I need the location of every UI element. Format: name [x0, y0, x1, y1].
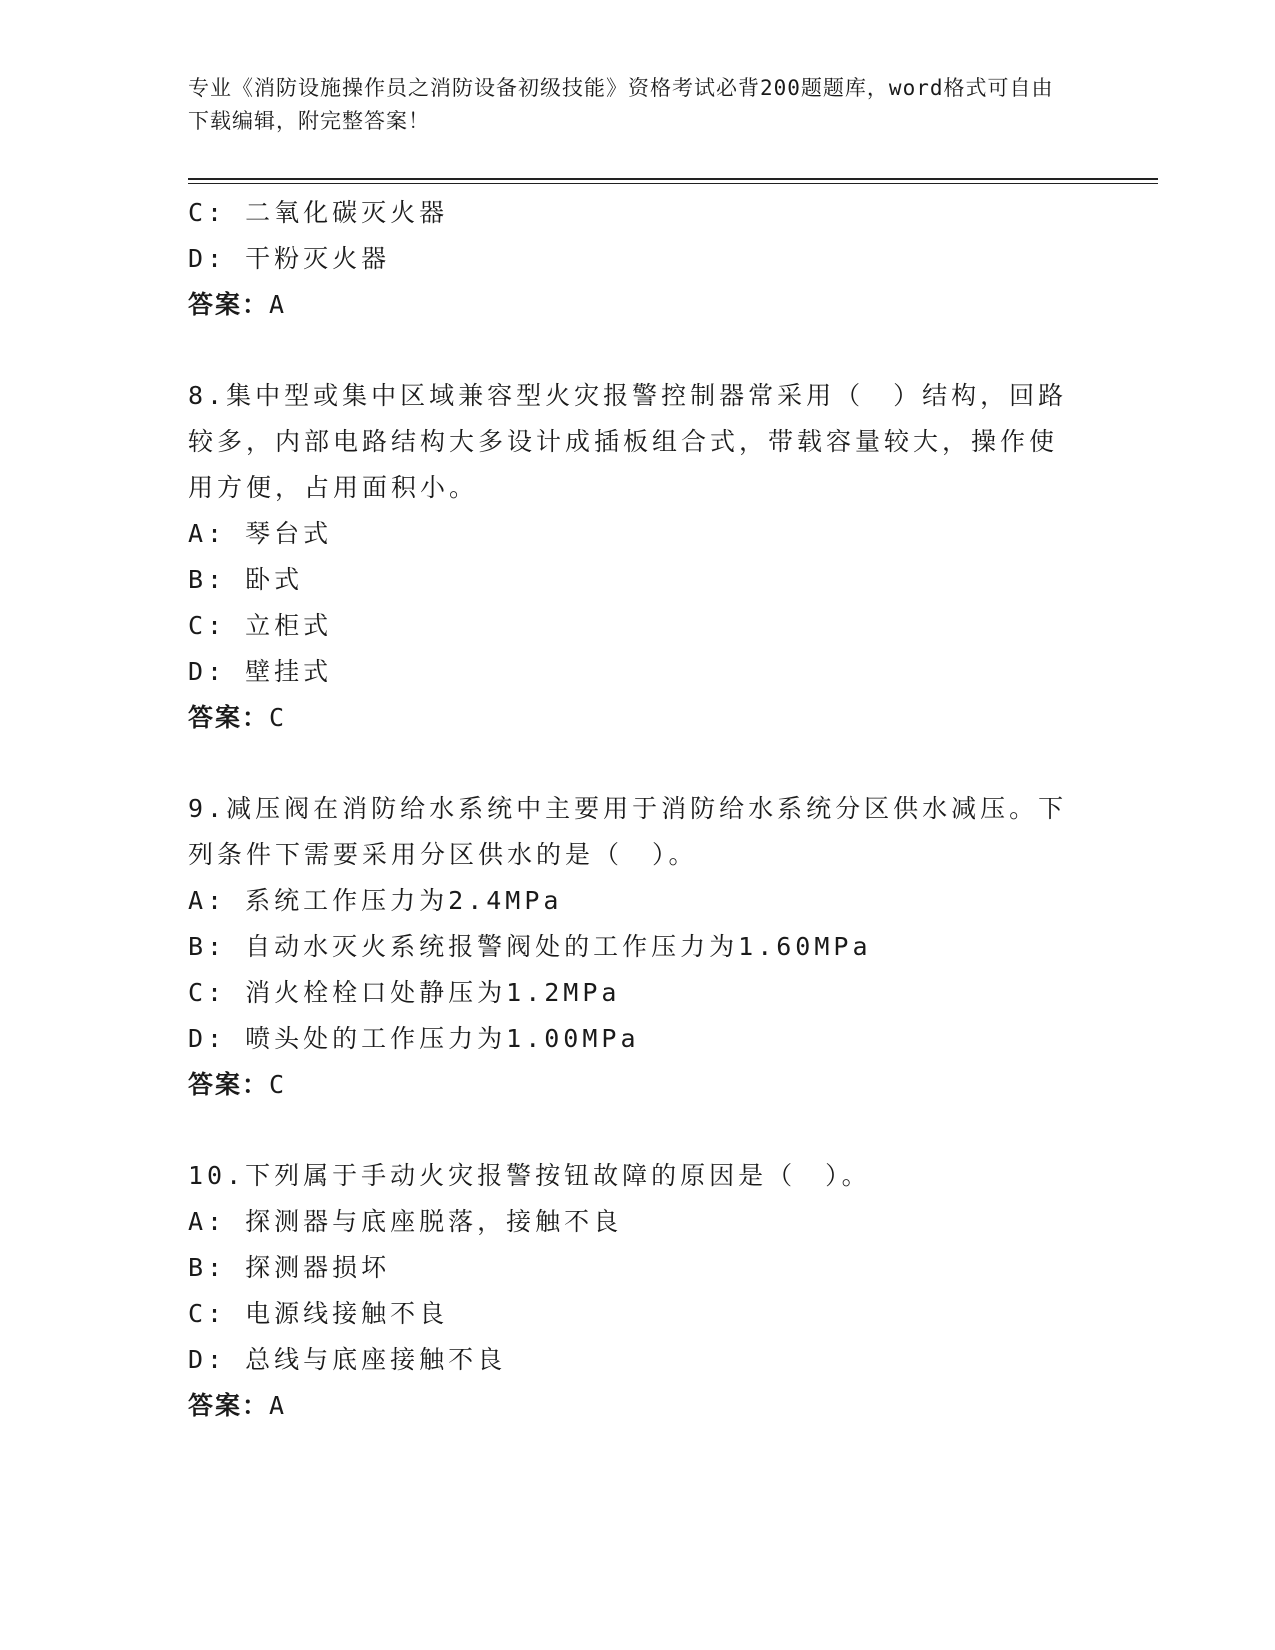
option-d: D: 壁挂式 [188, 657, 333, 686]
option-d: D: 总线与底座接触不良 [188, 1345, 507, 1374]
question-list [188, 190, 1068, 1429]
answer-value: A [269, 1391, 287, 1420]
option-a: A: 系统工作压力为2.4MPa [188, 886, 563, 915]
option-a: A: 琴台式 [188, 519, 333, 548]
option-d: D: 喷头处的工作压力为1.00MPa [188, 1024, 640, 1053]
answer-value: C [269, 1070, 287, 1099]
option-c: C: 电源线接触不良 [188, 1299, 449, 1328]
question-stem: 8.集中型或集中区域兼容型火灾报警控制器常采用（ ）结构，回路较多，内部电路结构大多设计成插板组合式，带载容量较大，操作使用方便，占用面积小。 [188, 381, 1068, 502]
question-stem: 9.减压阀在消防给水系统中主要用于消防给水系统分区供水减压。下列条件下需要采用分区供水的是（ ）。 [188, 794, 1068, 869]
answer-line [188, 1383, 1068, 1429]
option-c: C: 立柜式 [188, 611, 333, 640]
question-8 [188, 373, 1068, 741]
answer-label: 答案： [188, 290, 270, 319]
header-divider-thin [188, 183, 1158, 184]
header-divider-thick [188, 178, 1158, 180]
answer-line [188, 1062, 1068, 1108]
answer-value: A [269, 290, 287, 319]
document-header [188, 72, 1068, 138]
option-d: D: 干粉灭火器 [188, 244, 391, 273]
question-9 [188, 786, 1068, 1108]
question-10 [188, 1153, 1068, 1429]
answer-label: 答案： [188, 703, 270, 732]
spacer [188, 328, 1068, 373]
question-stem: 10.下列属于手动火灾报警按钮故障的原因是（ ）。 [188, 1161, 871, 1190]
answer-label: 答案： [188, 1070, 270, 1099]
option-b: B: 卧式 [188, 565, 304, 594]
answer-label: 答案： [188, 1391, 270, 1420]
spacer [188, 741, 1068, 786]
answer-line [188, 282, 1068, 328]
option-c: C: 消火栓栓口处静压为1.2MPa [188, 978, 621, 1007]
spacer [188, 1108, 1068, 1153]
answer-line [188, 695, 1068, 741]
answer-value: C [269, 703, 287, 732]
option-a: A: 探测器与底座脱落，接触不良 [188, 1207, 623, 1236]
option-b: B: 探测器损坏 [188, 1253, 391, 1282]
question-7-tail [188, 190, 1068, 328]
option-c: C: 二氧化碳灭火器 [188, 198, 449, 227]
option-b: B: 自动水灭火系统报警阀处的工作压力为1.60MPa [188, 932, 872, 961]
header-text: 专业《消防设施操作员之消防设备初级技能》资格考试必背200题题库，word格式可自由下载编辑，附完整答案！ [188, 76, 1054, 133]
